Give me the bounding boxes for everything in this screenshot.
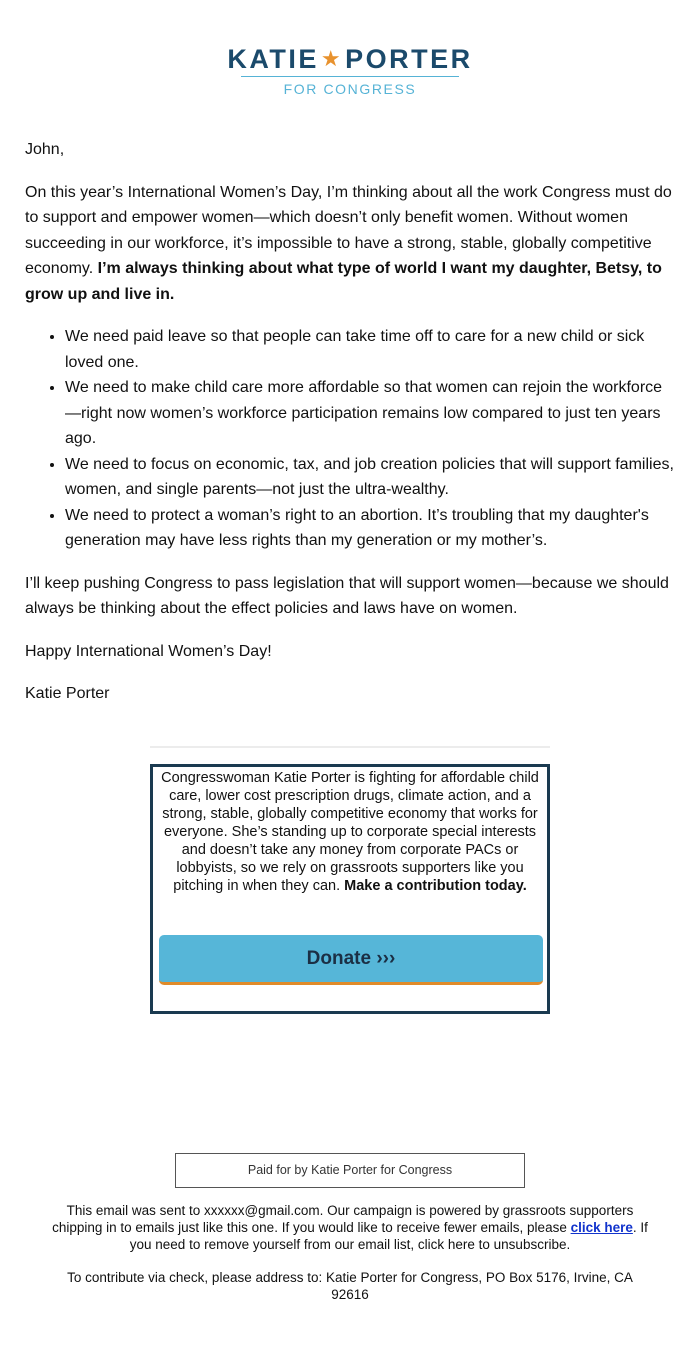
list-item: • We need to make child care more affordable so that women can rejoin the workforce—right now women’s workforce participation remains low compared to just ten years ago. [65, 375, 675, 452]
logo-tagline: FOR CONGRESS [283, 81, 417, 97]
list-item: • We need paid leave so that people can take time off to care for a new child or sick loved one. [65, 324, 675, 375]
paragraph-intro-text: On this year’s International Women’s Day, I’m thinking about all the work Congress must do to support and empower women—which doesn’t only benefit women. Without women succeeding in our workforce, it’s impossible to have a strong, stable, globally competitive economy. [25, 183, 672, 277]
paragraph-intro [25, 180, 675, 308]
list-item: • We need to focus on economic, tax, and job creation policies that will support families, women, and single parents—not just the ultra-wealthy. [65, 452, 675, 503]
policy-list [25, 324, 675, 554]
paragraph-commitment: I’ll keep pushing Congress to pass legislation that will support women—because we should always be thinking about the effect policies and laws have on women. [25, 574, 669, 617]
signature: Katie Porter [25, 685, 110, 702]
email-footer [50, 1202, 650, 1319]
list-item: • We need to protect a woman’s right to an abortion. It’s troubling that my daughter's generation may have less rights than my generation or my mother’s. [65, 503, 675, 554]
logo-wordmark [227, 44, 472, 74]
donate-button[interactable]: Donate ››› [159, 935, 543, 985]
callout-text [153, 769, 547, 895]
footer-notice [50, 1202, 650, 1253]
fewer-emails-link[interactable]: click here [570, 1220, 633, 1235]
campaign-logo [0, 44, 700, 97]
section-divider [150, 746, 550, 748]
logo-divider [241, 76, 459, 77]
closing-line: Happy International Women’s Day! [25, 642, 272, 660]
logo-last-name: PORTER [345, 44, 473, 74]
star-icon: ★ [320, 46, 344, 71]
mailing-address: To contribute via check, please address to: Katie Porter for Congress, PO Box 5176, Irvine, CA 92616 [67, 1270, 633, 1302]
footer-notice-part1: This email was sent to xxxxxx@gmail.com. Our campaign is powered by grassroots supporters chipping in to emails just like this one. If you would like to receive fewer emails, please [52, 1203, 634, 1235]
callout-body: Congresswoman Katie Porter is fighting for affordable child care, lower cost prescription drugs, climate action, and a strong, stable, globally competitive economy that works for everyone. She’s standing up to corporate special interests and doesn’t take any money from corporate PACs or lobbyists, so we rely on grassroots supporters like you pitching in when they can. [161, 770, 539, 894]
greeting: John, [25, 141, 65, 158]
paragraph-intro-bold: I’m always thinking about what type of world I want my daughter, Betsy, to grow up and live in. [25, 260, 662, 303]
callout-cta-bold: Make a contribution today. [344, 878, 527, 894]
email-body [25, 137, 675, 724]
donation-callout-box [150, 764, 550, 1014]
paid-for-disclaimer: Paid for by Katie Porter for Congress [175, 1153, 525, 1188]
footer-notice-part2: . If you need to remove yourself from our email list, click here to unsubscribe. [129, 1220, 648, 1252]
logo-first-name: KATIE [227, 44, 319, 74]
